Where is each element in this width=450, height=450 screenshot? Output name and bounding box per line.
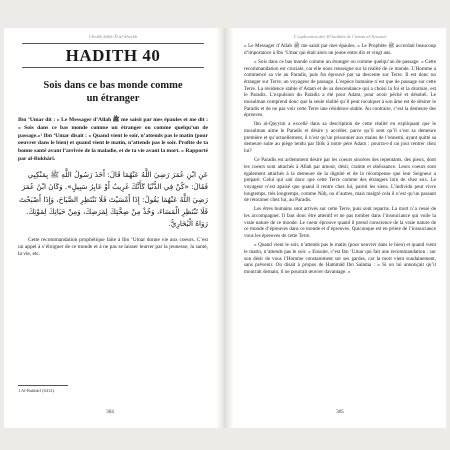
running-head: Cheikh Sâlih Âl al-Sheykh [88,34,138,39]
body-paragraph: Ibn al-Qayyim a excellé dans sa description de cette réalité en expliquant que le musulman aime le Paradis et désire y accéder, parce qu’il sent qu’il s’est sa demeure première et qu’actuellement, il n’est qu’un prisonnier aux mains de l’ennemi, ayant quitté sa demeure suite au piège tendu par Iblîs à notre père Adam : pourra-t-il un jour rentrer chez lui? [244,121,436,155]
page-number-right: 305 [336,409,344,415]
arabic-text: عَنِ ابْنِ عُمَرَ رَضِيَ اللَّهُ عَنْهُمَا قَالَ: أَخَذَ رَسُولُ اللَّهِ ﷺ بِمَنْكِبِي فَقَالَ: «كُنْ فِي الدُّنْيَا كَأَنَّكَ غَرِيبٌ أَوْ عَابِرُ سَبِيلٍ». وَكَانَ ابْنُ عُمَرَ رَضِيَ اللَّهُ عَنْهُمَا يَقُولُ: إِذَا أَمْسَيْتَ فَلَا تَنْتَظِرِ الصَّبَاحَ، وَإِذَا أَصْبَحْتَ فَلَا تَنْتَظِرِ الْمَسَاءَ، وَخُذْ مِنْ صِحَّتِكَ لِمَرَضِكَ، وَمِنْ حَيَاتِكَ لِمَوْتِكَ. رَوَاهُ الْبُخَارِيُّ. [19,169,208,229]
body-paragraph: « Quand vient le soir, n’attends pas le matin (pour oeuvrer dans le bien) et quand vient le matin, n’attends pas le soir. » Ensuite, c’est Ibn ‘Umar qui fait une recommandation : sur son désir de vous l’Homme constamment sur ses gardes, car la mort vient soudainement, sans prévenir. On disait à propos de Hammâd Ibn Salama : « Si on lui annonçait qu’il mourrait demain, il ne pourrait œuvrer davantage. » [244,242,436,275]
body-paragraph: Ce Paradis est ardemment désiré par les coeurs sincères des repentants, des pieux, dont les coeurs sont attachés à Allah par amour, désir, crainte et obéissance. Leurs coeurs sont également attachés à la demeure de la dignité et de la récompense que leur Seigneur a préparé. Celui qui sait donc que cette Terre comme des étrangers loin de chez eux. Le voyageur n’est apaisé que quand il rentre chez lui, parmi les siens. L’individu peut vivre longtemps, très longtemps, comme Nûḥ, ou d’autres, mais malgré cela il n’est qu’un passant de retourner chez lui, au Paradis. [244,157,436,204]
commentary-paragraph: Cette recommandation prophétique faite à Ibn ‘Umar donne vie aux coeurs. C’est un appel à s’éloigner de ce monde et à ne pas se laisser leurrer par la jeunesse, la santé, la vie, etc. [18,236,208,258]
body-paragraph: « Sois dans ce bas monde comme un étranger ou comme quelqu’un de passage. » Cette recommandation est cruciale, car elle nous renseigne sur la réalité de ce monde. L’Homme a commencé sa vie au Paradis, puis fut éprouvé par sa descente sur Terre. Il est donc un étranger sur Terre, un voyageur de passage. L’espèce humaine n’est que de passage sur cette Terre. La résidence stable d’Adam et de sa descendance qui a choisi la foi et la droiture, est le Paradis. L’expulsion du Paradis a été pour Adam, pour avoir péché et désobéi. Le musulman comprend donc que la seule réalité qu’il peut inculquer à son âme est de désirer le Paradis et de ne pas voir cette Terre une résidence stable. Au contraire, c’est la demeure des épreuves. [244,58,436,119]
hadith-text: Ibn ‘Umar dit : « Le Messager d’Allah ﷺ me saisit par mes épaules et me dit : « Sois dans ce bas monde comme un étranger ou comme quelqu’un de passage.»¹ Ibn ‘Umar disait : « Quand vient le soir, n’attends pas le matin (pour oeuvrer dans le bien) et quand vient le matin, n’attends pas le soir. Profite de ta bonne santé avant l’arrivée de la maladie, et de ta vie avant la mort. » Rapporté par al-Bukhârî. [18,117,209,162]
book-gutter [216,28,234,428]
page-number-left: 304 [106,409,114,415]
footnote-divider [18,385,68,386]
hadith-title: HADITH 40 [22,43,204,68]
running-head: L’explication des 40 hadiths de l’imam al-Nawawî [293,34,387,39]
right-page [234,28,446,428]
left-page [4,28,216,428]
footnote: 1 Al-Bukhârî (6412). [18,388,55,393]
chapter-title: Sois dans ce bas monde comme un étranger [43,80,183,104]
body-paragraph: « Le Messager d’Allah ﷺ me saisit par mes épaules. » Le Prophète ﷺ accordait beaucoup d’importance à Ibn ‘Umar qui était alors un jeune entre dix et vingt ans. [244,43,436,56]
body-paragraph: Les êtres humains sont arrivés sur cette Terre, puis sont repartis. La mort n’a cessé de les accompagner. Il faut donc être attentif et ne pas tomber dans l’insouciance qui voile la vraie nature de ce monde. Le coeur éprouve quand il prend conscience de la vraie nature de ce monde d’épreuves dans ce monde et d’épreuves. Quiconque est en prière de l’insouciance vous les épreuves de cette Terre. [244,206,436,240]
